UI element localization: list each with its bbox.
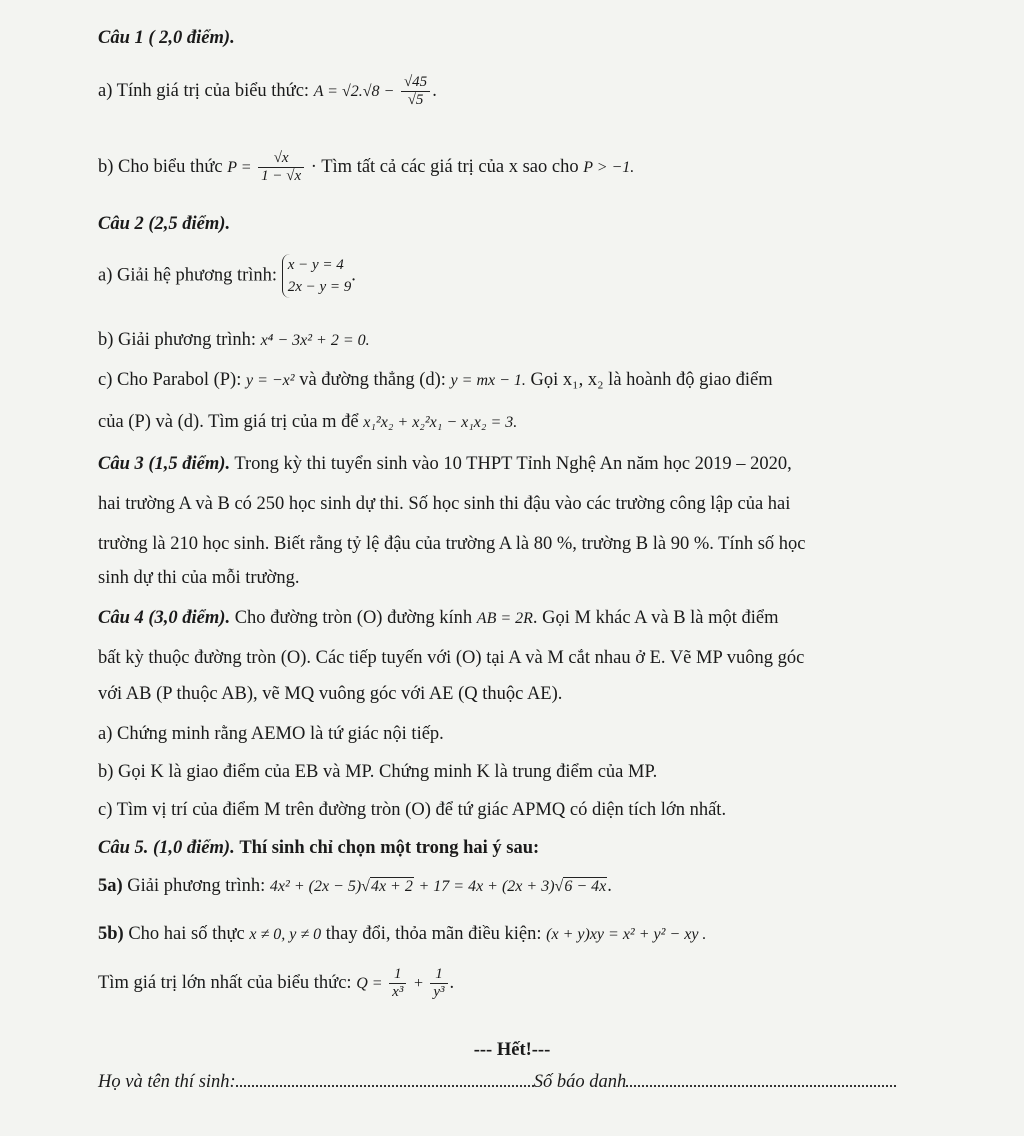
q1-a: a) Tính giá trị của biểu thức: A = √2.√8 − $\frac{√45}{√5}$ . (98, 74, 437, 108)
q4-line2: bất kỳ thuộc đường tròn (O). Các tiếp tuyến với (O) tại A và M cắt nhau ở E. Vẽ MP vuông góc (98, 648, 805, 668)
q1-b: b) Cho biểu thức P = $\frac{√x}{1 - √x}$ · Tìm tất cả các giá trị của x sao cho P > −1. (98, 150, 635, 184)
sbd-label: Số báo danh (533, 1072, 627, 1092)
q1-b-label: b) Cho biểu thức (98, 156, 223, 177)
q4-b: b) Gọi K là giao điểm của EB và MP. Chứng minh K là trung điểm của MP. (98, 762, 658, 782)
q5-b: 5b) Cho hai số thực x ≠ 0, y ≠ 0 thay đổi, thỏa mãn điều kiện: (x + y)xy = x² + y² − xy . (98, 924, 707, 944)
name-dotted-line (236, 1081, 534, 1087)
q1-heading: Câu 1 ( 2,0 điểm). (98, 28, 235, 48)
q5-a: 5a) Giải phương trình: 4x² + (2x − 5)√4x + 2 + 17 = 4x + (2x + 3)√6 − 4x. (98, 876, 612, 896)
q1-a-label: a) Tính giá trị của biểu thức: (98, 80, 310, 101)
q4-c: c) Tìm vị trí của điểm M trên đường tròn (O) để tứ giác APMQ có diện tích lớn nhất. (98, 800, 727, 820)
q4-a: a) Chứng minh rằng AEMO là tứ giác nội tiếp. (98, 724, 444, 744)
q5-heading-line: Câu 5. (1,0 điểm). Thí sinh chỉ chọn một trong hai ý sau: (98, 838, 540, 858)
name-label: Họ và tên thí sinh: (98, 1072, 236, 1092)
end-marker: --- Hết!--- (473, 1040, 551, 1060)
q1-a-fraction: $\frac{√45}{√5}$ (401, 74, 430, 109)
q1-b-fraction: $\frac{√x}{1 - √x}$ (258, 150, 304, 185)
q3-heading: Câu 3 (1,5 điểm). (98, 454, 231, 474)
q3-line2: hai trường A và B có 250 học sinh dự thi. Số học sinh thi đậu vào các trường công lập của hai (98, 494, 791, 514)
equation-system: x − y = 4 2x − y = 9 (282, 254, 352, 298)
q2-c: c) Cho Parabol (P): y = −x² và đường thẳng (d): y = mx − 1. Gọi x₁, x₂ là hoành độ giao điểm (98, 370, 773, 390)
q1-a-expr: A = √2.√8 − (313, 82, 395, 100)
q5-fraction-2: $\frac{1}{\text{y³}}$ (430, 966, 447, 1001)
q3-line3: trường là 210 học sinh. Biết rằng tỷ lệ đậu của trường A là 80 %, trường B là 90 %. Tính số học (98, 534, 806, 554)
q5-b-cont: Tìm giá trị lớn nhất của biểu thức: Q = $\frac{1}{\text{x³}}$ + $\frac{1}{\text{y³}}$ . (98, 966, 455, 1000)
q2-a-label: a) Giải hệ phương trình: (98, 265, 278, 286)
q4-line3: với AB (P thuộc AB), vẽ MQ vuông góc với AE (Q thuộc AE). (98, 684, 563, 704)
q4-line1: Câu 4 (3,0 điểm). Cho đường tròn (O) đường kính AB = 2R. Gọi M khác A và B là một điểm (98, 608, 779, 628)
q3-line1: Câu 3 (1,5 điểm). Trong kỳ thi tuyển sinh vào 10 THPT Tỉnh Nghệ An năm học 2019 – 2020, (98, 454, 792, 474)
q2-b: b) Giải phương trình: x⁴ − 3x² + 2 = 0. (98, 330, 370, 350)
sbd-dotted-line (626, 1081, 896, 1087)
candidate-info (98, 1072, 896, 1093)
q2-c-cont: của (P) và (d). Tìm giá trị của m để x₁²x₂ + x₂²x₁ − x₁x₂ = 3. (98, 412, 518, 432)
q5-heading: Câu 5. (1,0 điểm). (98, 838, 235, 858)
q3-line4: sinh dự thi của mỗi trường. (98, 568, 300, 588)
q2-a: a) Giải hệ phương trình: x − y = 4 2x − y = 9 . (98, 254, 356, 298)
q2-heading: Câu 2 (2,5 điểm). (98, 214, 231, 234)
q5-fraction-1: $\frac{1}{\text{x³}}$ (389, 966, 406, 1001)
q4-heading: Câu 4 (3,0 điểm). (98, 608, 231, 628)
